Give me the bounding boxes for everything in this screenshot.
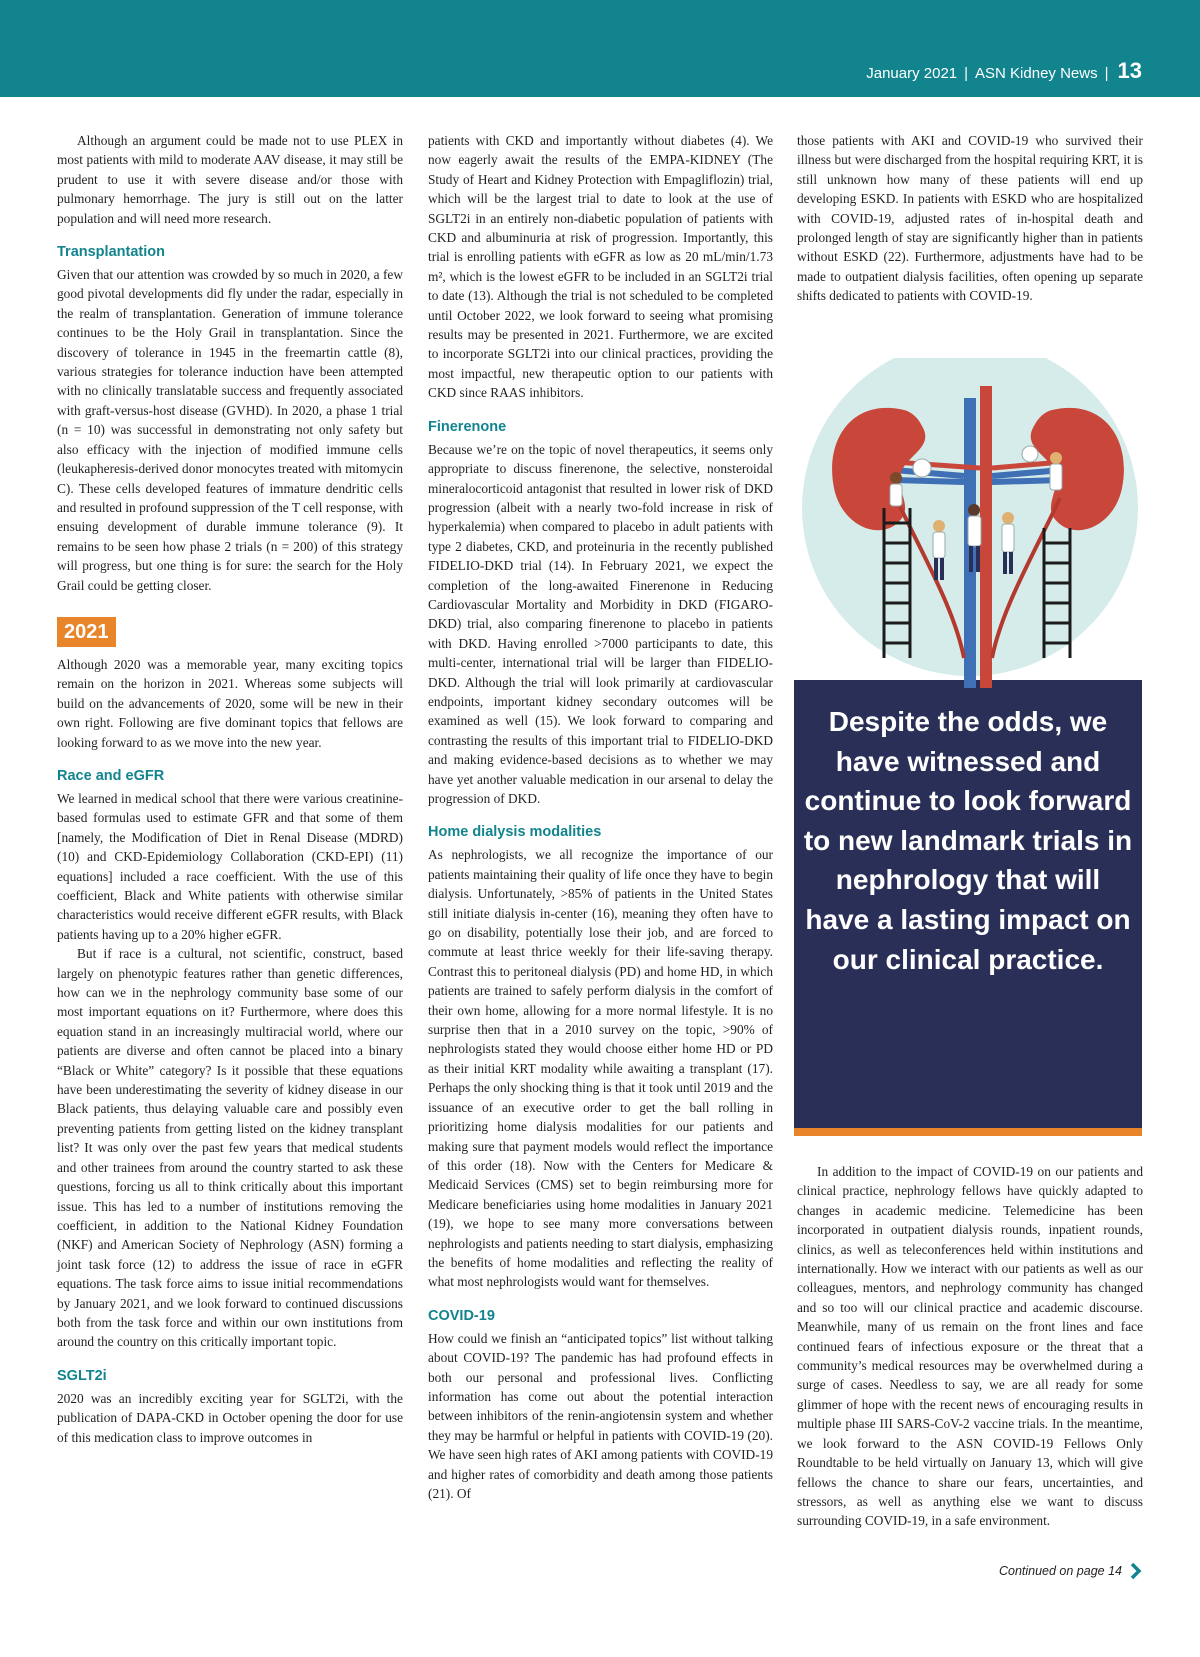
paragraph: But if race is a cultural, not scientific, construct, based largely on phenotypic features rather than genetic differences, how can we in the nephrology community base some of our most important equations on it? Furthermore, where does this equation stand in an increasingly multiracial world, where our patients are diverse and often cannot be placed into a binary “Black or White” category? Is it possible that these equations have been underestimating the severity of kidney disease in our Black patients, thus delaying valuable care and possibly even preventing patients from getting listed on the kidney transplant list? It was only over the past few years that medical students and other trainees from around the country started to ask these questions, forcing us all to think critically about this important issue. This has led to a number of institutions removing the coefficient, in addition to the National Kidney Foundation (NKF) and American Society of Nephrology (ASN) forming a joint task force (12) to address the issue of race in eGFR equations. The task force aims to issue initial recommendations by January 2021, and we look forward to continued discussions both from the task force and within our own institutions from around the country on this critically important topic.: [57, 946, 403, 1350]
header-separator-2: |: [1104, 65, 1109, 82]
pull-quote-text: Despite the odds, we have witnessed and continue to look forward to new landmark trials in nephrology that will have a lasting impact on our clinical practice.: [803, 706, 1133, 975]
article-column-1: [57, 131, 403, 1447]
chevron-right-icon: [1130, 1562, 1142, 1580]
year-badge: 2021: [57, 617, 116, 647]
issue-date: January 2021: [866, 65, 958, 82]
section-heading-covid19: COVID-19: [428, 1307, 495, 1324]
article-column-3-lower: [797, 1162, 1143, 1531]
publication-name: ASN Kidney News: [975, 65, 1098, 82]
section-heading-race-egfr: Race and eGFR: [57, 767, 165, 784]
continued-link[interactable]: [999, 1562, 1142, 1580]
page-number: 13: [1117, 58, 1142, 83]
paragraph: patients with CKD and importantly without diabetes (4). We now eagerly await the results of the EMPA-KIDNEY (The Study of Heart and Kidney Protection with Empagliflozin) trial, which will be the largest trial to date to look at the use of SGLT2i in an entirely non-diabetic population of patients with CKD and albuminuria at risk of progression. Importantly, this trial is enrolling patients with eGFR as low as 20 mL/min/1.73 m², which is the lowest eGFR to be included in an SGLT2i trial to date (13). Although the trial is not scheduled to be completed until October 2022, we look forward to seeing what promising results may be presented in 2021. Furthermore, we are excited to incorporate SGLT2i into our clinical practices, providing the most impactful, new therapeutic option to our patients with CKD since RAAS inhibitors.: [428, 133, 773, 401]
header-separator: |: [964, 65, 969, 82]
section-heading-sglt2i: SGLT2i: [57, 1367, 107, 1384]
paragraph: Given that our attention was crowded by so much in 2020, a few good pivotal developments did fly under the radar, especially in the realm of transplantation. Generation of immune tolerance continues to be the Holy Grail in transplantation. Since the discovery of tolerance in 1945 in the freemartin cattle (8), various strategies for tolerance induction have been attempted with no clinically translatable success and frequently associated with graft-versus-host disease (GVHD). In 2020, a phase 1 trial (n = 10) was successful in demonstrating not only safety but also efficacy with the injection of modified immune cells (leukapheresis-derived donor monocytes treated with mitomycin C). These cells developed features of immature dendritic cells and resulted in profound suppression of the T cell response, with ensuing development of durable immune tolerance (9). It remains to be seen how phase 2 trials (n = 200) of this strategy will progress, but one thing is for sure: the search for the Holy Grail could be getting closer.: [57, 267, 403, 593]
paragraph: those patients with AKI and COVID-19 who survived their illness but were discharged from the hospital requiring KRT, it is still unknown how many of these patients will end up developing ESKD. In patients with ESKD who are hospitalized with COVID-19, adjusted rates of in-hospital death and prolonged length of stay are significantly higher than in patients without ESKD (22). Furthermore, adjustments have had to be made to outpatient dialysis facilities, often opening up separate shifts dedicated to patients with COVID-19.: [797, 133, 1143, 304]
header-info: [866, 58, 1142, 84]
paragraph: 2020 was an incredibly exciting year for SGLT2i, with the publication of DAPA-CKD in October opening the door for use of this medication class to improve outcomes in: [57, 1390, 403, 1445]
paragraph: We learned in medical school that there were various creatinine-based formulas used to estimate GFR and that some of them [namely, the Modification of Diet in Renal Disease (MDRD) (10) and CKD-Epidemiology Collaboration (CKD-EPI) (11) equations] included a race coefficient. With the use of this coefficient, Black and White patients with otherwise similar characteristics would receive different eGFR results, with Black patients having up to a 20% higher eGFR.: [57, 790, 403, 942]
paragraph: Although 2020 was a memorable year, many exciting topics remain on the horizon in 2021. Whereas some subjects will build on the advancements of 2020, some will be new in their own right. Following are five dominant topics that fellows are looking forward to as we move into the new year.: [57, 656, 403, 750]
paragraph: Although an argument could be made not to use PLEX in most patients with mild to moderate AAV disease, it may still be prudent to use it with severe disease and/or those with pulmonary hemorrhage. The jury is still out on the latter population and will need more research.: [57, 133, 403, 226]
paragraph: How could we finish an “anticipated topics” list without talking about COVID-19? The pandemic has had profound effects in both our personal and professional lives. Conflicting information has come out about the potential interaction between inhibitors of the renin-angiotensin system and whether they may be harmful or helpful in patients with COVID-19 (20). We have seen high rates of AKI among patients with COVID-19 and higher rates of comorbidity and death among those patients (21). Of: [428, 1330, 773, 1501]
section-heading-finerenone: Finerenone: [428, 418, 507, 435]
article-column-3: [797, 131, 1143, 306]
kidney-doctors-illustration: [794, 358, 1142, 722]
paragraph: In addition to the impact of COVID-19 on our patients and clinical practice, nephrology fellows have quickly adapted to changes in academic medicine. Telemedicine has been incorporated in outpatient dialysis rounds, inpatient rounds, clinics, as well as teleconferences held within institutions and internationally. How we interact with our patients as well as our colleagues, mentors, and nephrology community has changed and so too will our clinical practice and academic discourse. Meanwhile, many of us remain on the front lines and face continued fears of infectious exposure or the threat that a community’s medical resources may be overwhelmed during a surge of cases. Needless to say, we are all ready for some glimmer of hope with the recent news of encouraging results in multiple phase III SARS-CoV-2 vaccine trials. In the meantime, we look forward to the ASN COVID-19 Fellows Only Roundtable to be held virtually on January 13, which will give fellows the chance to share our fears, uncertainties, and stressors, as well as anything else we want to discuss surrounding COVID-19, in a safe environment.: [797, 1164, 1143, 1529]
aorta: [980, 386, 992, 688]
header-bar: [0, 0, 1200, 97]
paragraph: Because we’re on the topic of novel therapeutics, it seems only appropriate to discuss finerenone, the selective, nonsteroidal mineralocorticoid antagonist that resulted in lower risk of DKD progression (albeit with a nearly two-fold increase in risk of hyperkalemia) when compared to placebo in adult patients with type 2 diabetes, CKD, and proteinuria in the recently published FIDELIO-DKD trial (14). In February 2021, we expect the completion of the long-awaited Finerenone in Reducing Cardiovascular Mortality and Morbidity in DKD (FIGARO-DKD) trial, also comparing finerenone to placebo in patients with DKD. Having enrolled >7000 participants to date, this multi-center, international trial will be larger than FIDELIO-DKD. Although the trial will look primarily at cardiovascular endpoints, important kidney secondary outcomes will be examined as well (15). We look forward to comparing and contrasting the results of this important trial to FIDELIO-DKD and making evidence-based decisions as to whether we may have yet another valuable medication in our arsenal to delay the progression of DKD.: [428, 441, 773, 806]
section-heading-home-dialysis: Home dialysis modalities: [428, 824, 602, 841]
article-column-2: [428, 131, 773, 1503]
paragraph: As nephrologists, we all recognize the importance of our patients maintaining their quality of life once they have to begin dialysis. Unfortunately, >85% of patients in the United States still initiate dialysis in-center (16), meaning they often have to go on disability, potentially lose their job, and are forced to commute at least thrice weekly for their life-saving therapy. Contrast this to peritoneal dialysis (PD) and home HD, in which patients are trained to safely perform dialysis in the comfort of their own home, allowing for a more normal lifestyle. It is no surprise then that in a 2010 survey on the topic, >90% of nephrologists stated they would choose either home HD or PD as their initial KRT modality while awaiting a transplant (17). Perhaps the only shocking thing is that it took until 2019 and the issuance of an executive order to get the ball rolling in prioritizing home dialysis modalities for our patients and making sure that payment models would reflect the importance of this order (18). Now with the Centers for Medicare & Medicaid Services (CMS) set to begin reimbursing more for Medicare beneficiaries using home modalities in January 2021 (19), we hope to see many more conversations between nephrologists and patients needing to start dialysis, emphasizing the benefits of home modalities and reflecting the reality of what most nephrologists would want for themselves.: [428, 847, 773, 1290]
pull-quote-box: [794, 680, 1142, 1136]
continued-text: Continued on page 14: [998, 1564, 1122, 1578]
section-heading-transplantation: Transplantation: [57, 244, 165, 261]
